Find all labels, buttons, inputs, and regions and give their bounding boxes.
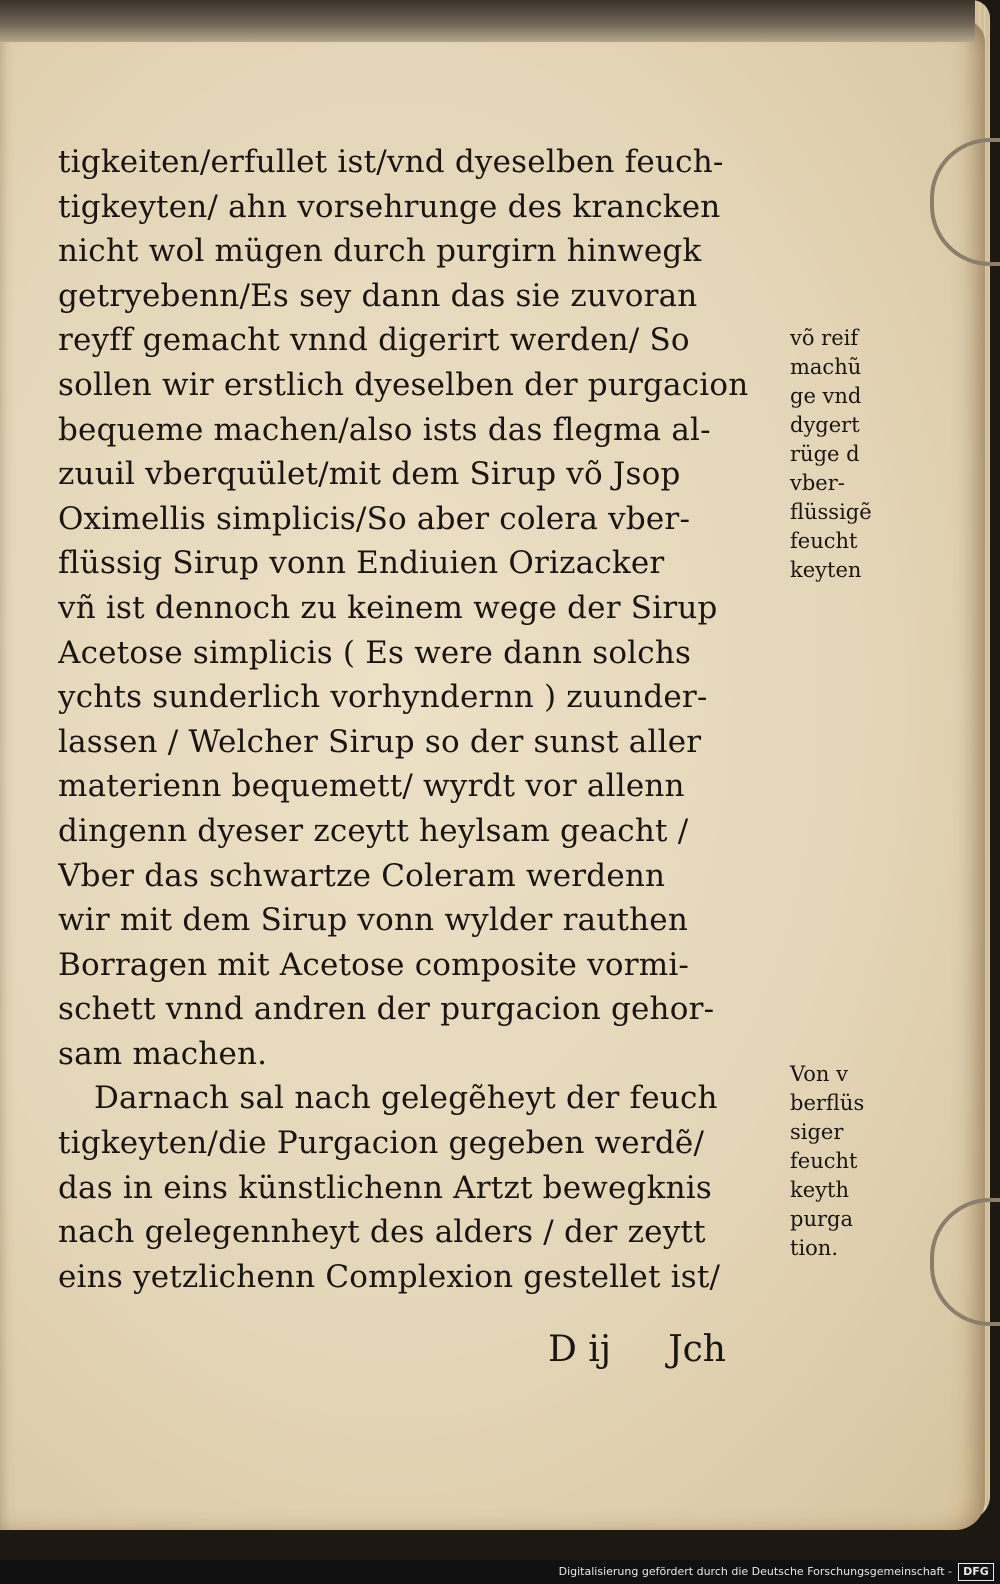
marginal-note-purgation <box>790 1060 920 1263</box>
marginal-line: keyth <box>790 1178 849 1202</box>
text-line: wir mit dem Sirup vonn wylder rauthen <box>58 902 689 939</box>
text-line: getryebenn/Es sey dann das sie zuvoran <box>58 277 698 314</box>
text-line: tigkeiten/erfullet ist/vnd dyeselben feuch- <box>58 144 724 180</box>
marginal-line: vber- <box>790 471 845 495</box>
marginal-line: berflüs <box>790 1091 865 1115</box>
marginal-line: dygert <box>790 413 860 437</box>
text-line: Darnach sal nach gelegẽheyt der feuch <box>94 1080 718 1117</box>
marginal-line: feucht <box>790 529 858 553</box>
marginal-line: Von v <box>790 1062 848 1086</box>
text-line: nach gelegennheyt des alders / der zeytt <box>58 1214 706 1251</box>
text-line: tigkeyten/ ahn vorsehrunge des krancken <box>58 188 721 225</box>
marginal-line: ge vnd <box>790 384 862 408</box>
text-line: lassen / Welcher Sirup so der sunst aller <box>58 723 702 760</box>
text-line: dingenn dyeser zceytt heylsam geacht / <box>58 812 689 849</box>
top-binding <box>0 0 975 42</box>
marginal-line: tion. <box>790 1236 838 1260</box>
text-line: Vber das schwartze Coleram werdenn <box>58 857 666 894</box>
marginal-note-ripening <box>790 324 920 585</box>
marginal-line: purga <box>790 1207 853 1231</box>
text-line: zuuil vberquület/mit dem Sirup võ Jsop <box>58 456 681 493</box>
marginal-line: rüge d <box>790 442 860 466</box>
marginal-line: siger <box>790 1120 844 1144</box>
text-line: Borragen mit Acetose composite vormi- <box>58 946 690 983</box>
text-line: sam machen. <box>58 1035 268 1072</box>
text-line: Oximellis simplicis/So aber colera vber- <box>58 500 691 537</box>
text-line: schett vnnd andren der purgacion gehor- <box>58 991 715 1028</box>
footer-credit: Digitalisierung gefördert durch die Deutsche Forschungsgemeinschaft - <box>558 1565 952 1578</box>
marginal-line: keyten <box>790 558 862 582</box>
marginal-line: võ reif <box>790 326 859 350</box>
text-line: reyff gemacht vnnd digerirt werden/ So <box>58 322 690 359</box>
text-line: ychts sunderlich vorhyndernn ) zuunder- <box>58 679 708 716</box>
marginal-line: feucht <box>790 1149 858 1173</box>
marginal-line: flüssigẽ <box>790 500 872 524</box>
text-line: das in eins künstlichenn Artzt bewegknis <box>58 1169 712 1206</box>
text-line: materienn bequemett/ wyrdt vor allenn <box>58 768 685 805</box>
text-line: eins yetzlichenn Complexion gestellet ist/ <box>58 1258 721 1295</box>
text-line: sollen wir erstlich dyeselben der purgacion <box>58 366 749 403</box>
main-text-block <box>58 140 798 1299</box>
text-line: tigkeyten/die Purgacion gegeben werdẽ/ <box>58 1125 705 1162</box>
dfg-logo: DFG <box>958 1563 994 1581</box>
text-line: bequeme machen/also ists das flegma al- <box>58 411 711 448</box>
signature-mark: D ij Jch <box>548 1329 726 1370</box>
marginal-line: machũ <box>790 355 862 379</box>
text-line: nicht wol mügen durch purgirn hinwegk <box>58 233 702 270</box>
text-line: vñ ist dennoch zu keinem wege der Sirup <box>58 589 718 626</box>
text-line: flüssig Sirup vonn Endiuien Orizacker <box>58 545 665 582</box>
text-line: Acetose simplicis ( Es were dann solchs <box>58 634 692 671</box>
